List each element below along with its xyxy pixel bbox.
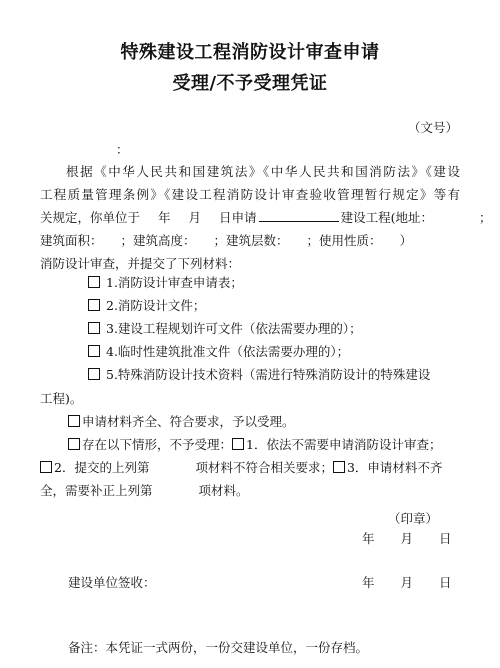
checkbox[interactable] [88, 322, 100, 334]
checkbox[interactable] [88, 368, 100, 380]
body-line-1: 根据《中华人民共和国建筑法》《中华人民共和国消防法》《建设 [66, 164, 460, 179]
material-label: 2.消防设计文件； [106, 298, 206, 313]
building-floors-label: ；建筑层数： [213, 233, 289, 248]
address-semicolon: ； [478, 210, 492, 225]
apply-day: 日 [219, 210, 232, 225]
building-usage-label: ；使用性质： [306, 233, 382, 248]
issue-year: 年 [362, 531, 375, 546]
issue-date [362, 529, 452, 547]
reject-line-2 [40, 458, 442, 476]
reject-reason-2-tail: 项材料不符合相关要求； [195, 460, 333, 475]
checkbox[interactable] [40, 461, 52, 473]
checkbox[interactable] [88, 276, 100, 288]
sign-month: 月 [400, 575, 414, 590]
apply-label: 申请 [231, 210, 257, 225]
document-number: （文号） [407, 120, 458, 135]
material-item-1[interactable] [88, 273, 243, 291]
material-label: 1.消防设计审查申请表； [106, 275, 243, 290]
usage-close-paren: ） [399, 233, 413, 248]
checkbox[interactable] [88, 299, 100, 311]
material-item-3[interactable] [88, 319, 362, 337]
body-line-4 [40, 231, 412, 249]
signature-label: 建设单位签收： [68, 575, 156, 590]
sign-date [362, 573, 452, 591]
issue-day: 日 [439, 531, 452, 546]
project-name-blank [259, 209, 339, 222]
footnote: 备注：本凭证一式两份，一份交建设单位，一份存档。 [68, 640, 369, 655]
apply-year: 年 [158, 210, 171, 225]
seal-label: （印章） [388, 511, 439, 526]
accept-label: 申请材料齐全、符合要求，予以受理。 [82, 414, 295, 429]
body-line-5: 消防设计审查，并提交了下列材料： [40, 256, 241, 271]
reject-label: 存在以下情形，不予受理： [82, 437, 233, 452]
reject-line-3 [40, 481, 249, 499]
body-line-2: 工程质量管理条例》《建设工程消防设计审查验收管理暂行规定》等有 [40, 187, 460, 202]
checkbox[interactable] [333, 461, 345, 473]
building-area-label: 建筑面积： [40, 233, 103, 248]
apply-month: 月 [188, 210, 202, 225]
title-line-2: 受理/不予受理凭证 [172, 73, 328, 94]
reject-reason-3-tail: 项材料。 [198, 483, 249, 498]
material-item-5[interactable] [88, 365, 430, 383]
material-item-2[interactable] [88, 296, 205, 314]
material-label: 4.临时性建筑批准文件（依法需要办理的）； [106, 344, 350, 359]
sign-year: 年 [362, 575, 375, 590]
reject-reason-2-lead: 2．提交的上列第 [54, 460, 150, 475]
material-item-5-continued: 工程)。 [40, 391, 83, 406]
checkbox[interactable] [68, 438, 80, 450]
sign-day: 日 [439, 575, 452, 590]
checkbox[interactable] [88, 345, 100, 357]
reject-reason-1: 1．依法不需要申请消防设计审查； [246, 437, 442, 452]
addressee-colon: ： [116, 142, 129, 157]
checkbox[interactable] [68, 415, 80, 427]
body-line-3 [40, 208, 491, 226]
reject-reason-3-lead: 3．申请材料不齐 [346, 460, 443, 475]
accept-option[interactable] [68, 412, 295, 430]
reject-option[interactable] [68, 435, 441, 453]
material-item-4[interactable] [88, 342, 349, 360]
reject-reason-3-mid: 全，需要补正上列第 [40, 483, 153, 498]
checkbox[interactable] [232, 438, 244, 450]
project-address-label: 建设工程(地址： [340, 210, 433, 225]
body-line-3-lead: 关规定，你单位于 [40, 210, 141, 225]
issue-month: 月 [400, 531, 414, 546]
material-label: 5.特殊消防设计技术资料（需进行特殊消防设计的特殊建设 [106, 367, 431, 382]
material-label: 3.建设工程规划许可文件（依法需要办理的）； [106, 321, 362, 336]
title-line-1: 特殊建设工程消防设计审查申请 [120, 42, 380, 63]
building-height-label: ；建筑高度： [120, 233, 196, 248]
